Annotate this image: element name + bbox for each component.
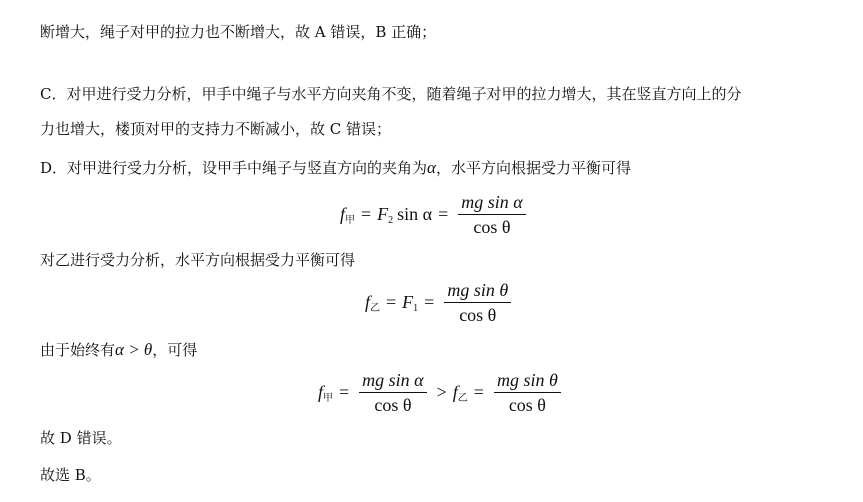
eq-symbol: f: [365, 291, 371, 312]
eq-symbol: f: [318, 381, 324, 402]
eq-subscript: 甲: [323, 392, 334, 404]
eq-denominator: cos θ: [459, 305, 497, 325]
text-line-7: 故 D 错误。: [40, 429, 122, 447]
eq-subscript: 乙: [457, 392, 468, 404]
text-line-1: 断增大，绳子对甲的拉力也不断增大，故 A 错误，B 正确；: [40, 23, 437, 41]
text-segment: D．对甲进行受力分析，设甲手中绳子与竖直方向的夹角为: [40, 159, 428, 177]
eq-fraction: [458, 192, 525, 237]
eq-operator: =: [473, 382, 484, 402]
eq-operator: =: [361, 204, 372, 224]
eq-operator: =: [386, 292, 397, 312]
eq-numerator: mg sin α: [359, 370, 426, 393]
alpha-symbol: α: [427, 158, 436, 177]
eq-operator: =: [339, 382, 350, 402]
eq-numerator: mg sin θ: [444, 280, 511, 303]
equation-comparison: [318, 370, 565, 415]
eq-term: sin α: [397, 204, 433, 224]
text-line-5: 对乙进行受力分析，水平方向根据受力平衡可得: [40, 251, 356, 269]
text-line-option-d: [40, 158, 631, 178]
eq-denominator: cos θ: [473, 217, 511, 237]
eq-numerator: mg sin α: [458, 192, 525, 215]
eq-fraction: [444, 280, 511, 325]
eq-subscript: 甲: [345, 214, 356, 226]
text-segment: ，可得: [152, 341, 198, 359]
eq-fraction: [359, 370, 426, 415]
eq-denominator: cos θ: [374, 395, 412, 415]
text-line-3: 力也增大，楼顶对甲的支持力不断减小，故 C 错误；: [40, 120, 392, 138]
text-segment: 由于始终有: [40, 341, 116, 359]
eq-operator: >: [436, 382, 447, 402]
eq-symbol: f: [452, 381, 458, 402]
eq-numerator: mg sin θ: [494, 370, 561, 393]
eq-symbol: F: [402, 291, 414, 312]
text-line-6: [40, 340, 197, 360]
eq-subscript: 1: [413, 302, 419, 314]
eq-symbol: F: [377, 203, 389, 224]
eq-symbol: f: [340, 203, 346, 224]
equation-f-jia: [340, 192, 530, 237]
text-line-option-c: C．对甲进行受力分析，甲手中绳子与水平方向夹角不变，随着绳子对甲的拉力增大，其在竖直方向上的分: [40, 85, 742, 103]
inequality-alpha-theta: α > θ: [115, 340, 153, 359]
text-segment: ，水平方向根据受力平衡可得: [435, 159, 631, 177]
text-line-answer: 故选 B。: [40, 466, 101, 484]
eq-operator: =: [424, 292, 435, 312]
eq-subscript: 乙: [370, 302, 381, 314]
eq-subscript: 2: [388, 214, 394, 226]
eq-fraction: [494, 370, 561, 415]
eq-operator: =: [438, 204, 449, 224]
eq-denominator: cos θ: [508, 395, 546, 415]
equation-f-yi: [365, 280, 515, 325]
